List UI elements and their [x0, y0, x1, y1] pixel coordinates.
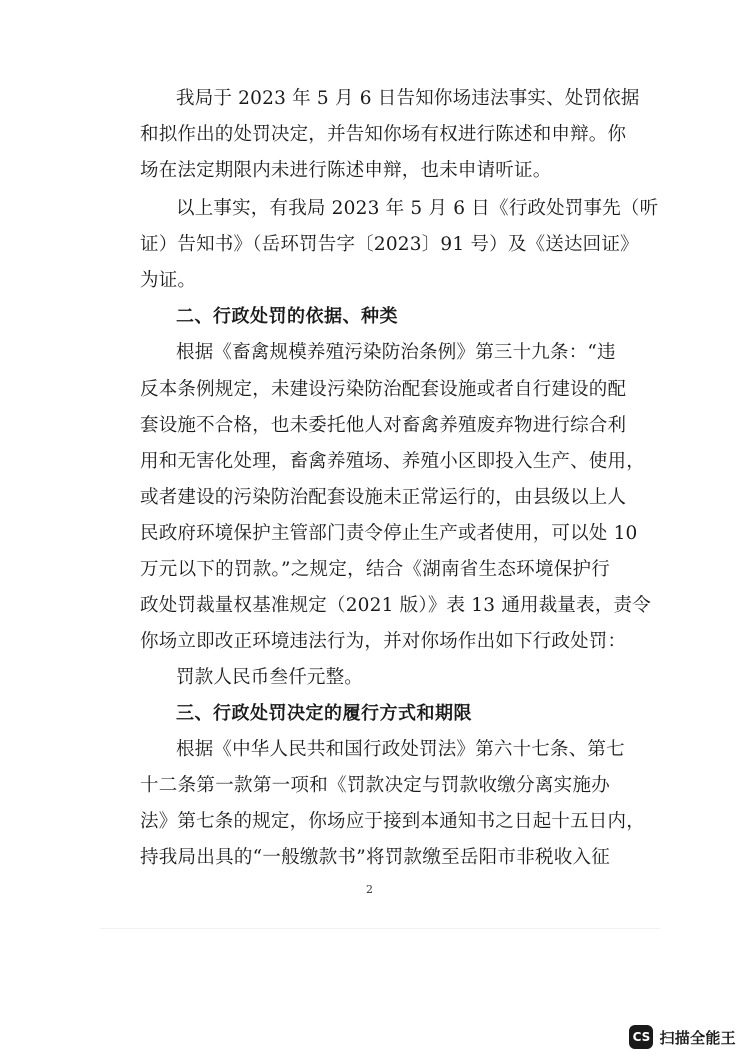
paragraph-line: 十二条第一款第一项和《罚款决定与罚款收缴分离实施办: [140, 775, 610, 796]
paragraph-line: 为证。: [140, 270, 197, 291]
paragraph-line: 持我局出具的“一般缴款书”将罚款缴至岳阳市非税收入征: [140, 847, 610, 868]
section-heading: 二、行政处罚的依据、种类: [176, 306, 398, 327]
page-number: 2: [366, 883, 373, 896]
paragraph-line: 以上事实，有我局 2023 年 5 月 6 日《行政处罚事先（听: [176, 198, 659, 219]
paragraph-line: 根据《畜禽规模养殖污染防治条例》第三十九条：“违: [176, 342, 616, 363]
camscanner-logo-icon: CS: [629, 1025, 653, 1049]
paragraph-line: 法》第七条的规定，你场应于接到本通知书之日起十五日内，: [140, 811, 645, 832]
paragraph-line: 政处罚裁量权基准规定（2021 版）》表 13 通用裁量表，责令: [140, 595, 651, 616]
paragraph-line: 我局于 2023 年 5 月 6 日告知你场违法事实、处罚依据: [176, 88, 640, 109]
paragraph-line: 场在法定期限内未进行陈述申辩，也未申请听证。: [140, 160, 552, 181]
section-heading: 三、行政处罚决定的履行方式和期限: [176, 703, 472, 724]
paragraph-line: 你场立即改正环境违法行为，并对你场作出如下行政处罚：: [140, 631, 627, 652]
paragraph-line: 万元以下的罚款。”之规定，结合《湖南省生态环境保护行: [140, 559, 610, 580]
paragraph-line: 反本条例规定，未建设污染防治配套设施或者自行建设的配: [140, 379, 627, 400]
scan-edge-divider: [100, 928, 660, 929]
watermark-text: 扫描全能王: [659, 1028, 736, 1047]
paragraph-line: 根据《中华人民共和国行政处罚法》第六十七条、第七: [176, 739, 625, 760]
paragraph-line: 或者建设的污染防治配套设施未正常运行的，由县级以上人: [140, 487, 627, 508]
paragraph-line: 证）告知书》（岳环罚告字〔2023〕91 号）及《送达回证》: [140, 234, 639, 255]
scanner-watermark: [629, 1025, 736, 1049]
paragraph-line: 和拟作出的处罚决定，并告知你场有权进行陈述和申辩。你: [140, 124, 627, 145]
paragraph-line: 套设施不合格，也未委托他人对畜禽养殖废弃物进行综合利: [140, 415, 627, 436]
paragraph-line: 民政府环境保护主管部门责令停止生产或者使用，可以处 10: [140, 523, 638, 544]
paragraph-line: 用和无害化处理，畜禽养殖场、养殖小区即投入生产、使用，: [140, 451, 645, 472]
paragraph-line: 罚款人民币叁仟元整。: [176, 667, 364, 688]
